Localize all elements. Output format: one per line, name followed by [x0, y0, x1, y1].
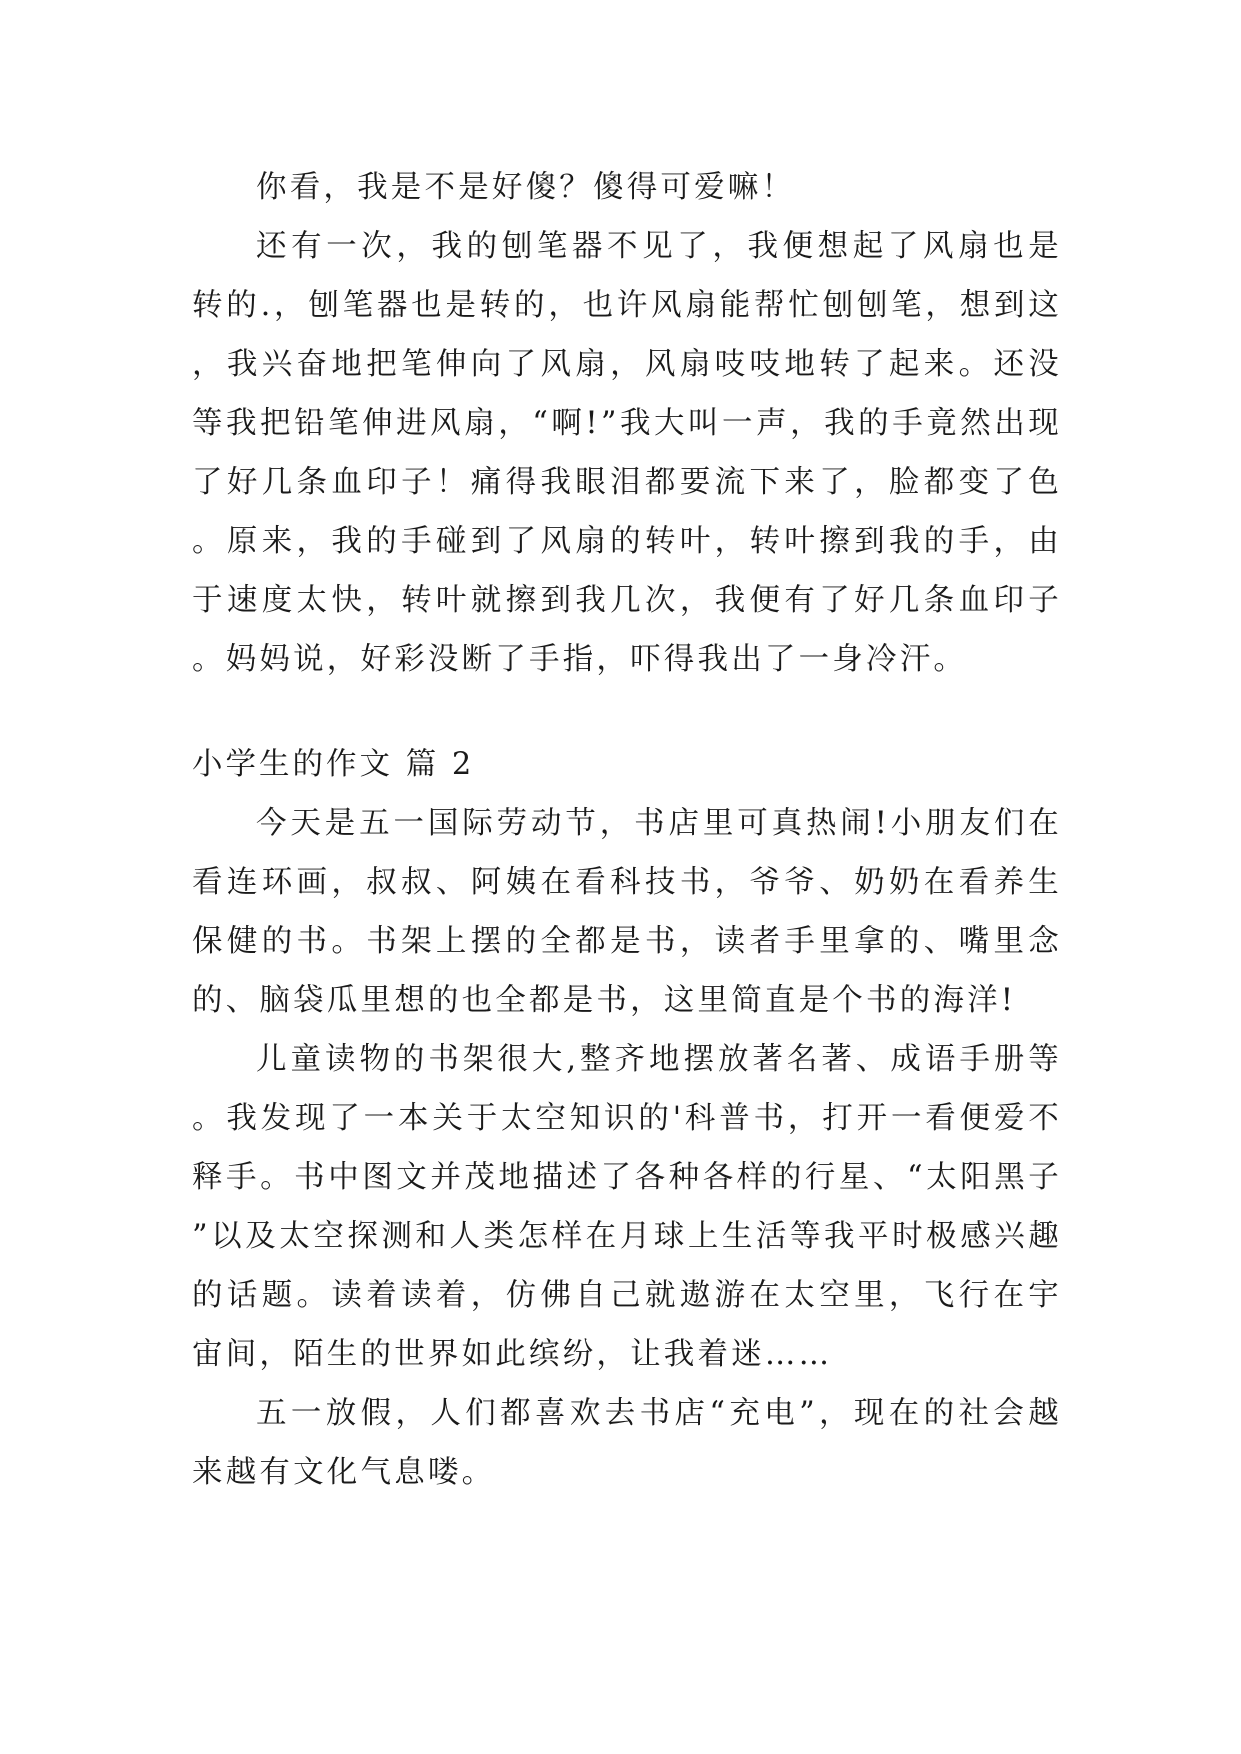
paragraph: 今天是五一国际劳动节，书店里可真热闹!小朋友们在看连环画，叔叔、阿姨在看科技书，爷爷、奶奶在看养生保健的书。书架上摆的全都是书，读者手里拿的、嘴里念的、脑袋瓜里想的也全都是书，这里简直是个书的海洋! — [192, 806, 1062, 1018]
paragraph: 儿童读物的书架很大,整齐地摆放著名著、成语手册等。我发现了一本关于太空知识的'科普书，打开一看便爱不释手。书中图文并茂地描述了各种各样的行星、“太阳黑子”以及太空探测和人类怎样在月球上生活等我平时极感兴趣的话题。读着读着，仿佛自己就遨游在太空里，飞行在宇宙间，陌生的世界如此缤纷，让我着迷…… — [192, 1042, 1062, 1372]
paragraph: 还有一次，我的刨笔器不见了，我便想起了风扇也是转的.，刨笔器也是转的，也许风扇能帮忙刨刨笔，想到这，我兴奋地把笔伸向了风扇，风扇吱吱地转了起来。还没等我把铅笔伸进风扇，“啊!”我大叫一声，我的手竟然出现了好几条血印子！痛得我眼泪都要流下来了，脸都变了色。原来，我的手碰到了风扇的转叶，转叶擦到我的手，由于速度太快，转叶就擦到我几次，我便有了好几条血印子。妈妈说，好彩没断了手指，吓得我出了一身冷汗。 — [192, 229, 1062, 677]
document-body — [192, 158, 1062, 1502]
section-spacer — [192, 689, 1062, 735]
paragraph: 五一放假，人们都喜欢去书店“充电”，现在的社会越来越有文化气息喽。 — [192, 1396, 1062, 1490]
paragraph: 你看，我是不是好傻？傻得可爱嘛！ — [256, 170, 796, 205]
section-title: 小学生的作文 篇 2 — [192, 747, 475, 782]
